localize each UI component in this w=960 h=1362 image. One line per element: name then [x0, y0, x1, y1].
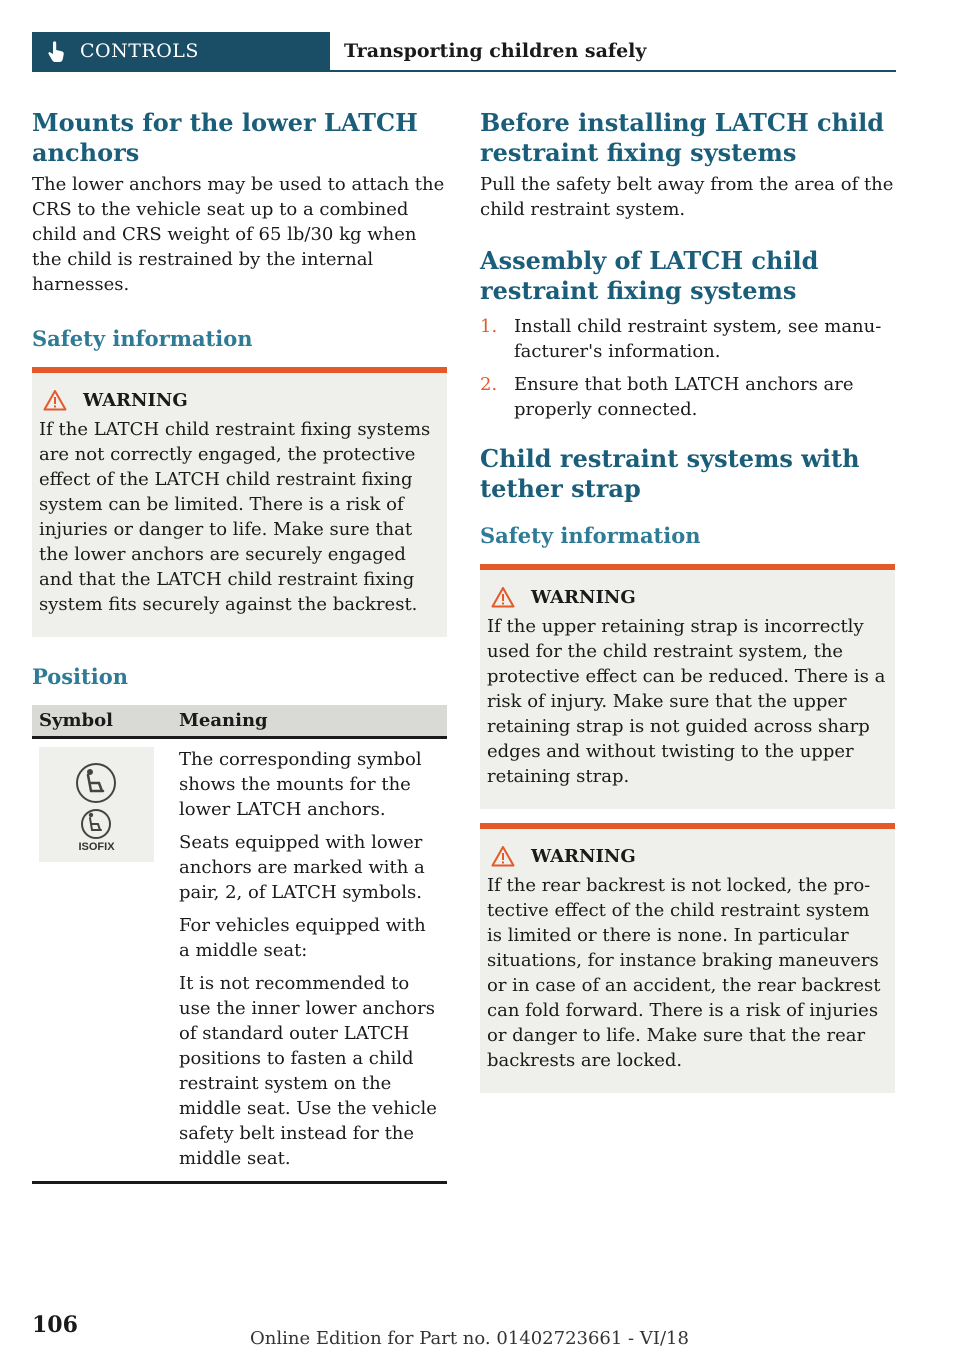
page-number: 106: [32, 1312, 78, 1338]
assembly-steps: [480, 314, 895, 422]
warning-triangle-icon: [43, 389, 67, 411]
heading-safety-info: Safety information: [480, 523, 701, 548]
list-item: [480, 372, 895, 422]
heading-tether-strap: Child restraint systems with tether strap: [480, 444, 860, 503]
step-text: Ensure that both LATCH anchors are properly connected.: [514, 374, 854, 420]
right-column: [480, 108, 895, 1125]
warning-text: If the rear backrest is not locked, the protective effect of the child restraint system is limited or there is none. In particular situations, for instance braking maneuvers or in case of an accident, the rear backrest can fold forward. There is a risk of injuries or danger to life. Make sure that the rear backrests are locked.: [487, 875, 881, 1071]
symbol-caption: ISOFIX: [78, 841, 115, 853]
list-item: [480, 314, 895, 364]
heading-safety-info: Safety information: [32, 326, 253, 351]
chapter-title: Transporting children safely: [344, 40, 647, 62]
warning-label: WARNING: [531, 586, 636, 608]
warning-triangle-icon: [491, 586, 515, 608]
paragraph-mounts: The lower anchors may be used to attach the CRS to the vehicle seat up to a combined child and CRS weight of 65 lb/30 kg when the child is restrained by the internal harnesses.: [32, 174, 445, 295]
column-header-meaning: Meaning: [172, 705, 447, 738]
heading-assembly: Assembly of LATCH child restraint fixing systems: [480, 246, 819, 305]
warning-label: WARNING: [531, 845, 636, 867]
warning-triangle-icon: [491, 845, 515, 867]
symbol-cell: [32, 738, 172, 1183]
meaning-cell: [172, 738, 447, 1183]
step-number: 1.: [480, 316, 498, 337]
meaning-line: Seats equipped with lower anchors are marked with a pair, 2, of LATCH symbols.: [179, 832, 425, 903]
table-header-row: [32, 705, 447, 738]
meaning-line: For vehicles equipped with a middle seat:: [179, 915, 426, 961]
warning-text: If the LATCH child restraint fixing systems are not correctly engaged, the protective effect of the LATCH child restraint fixing system can be limited. There is a risk of injuries or danger to life. Make sure that the lower anchors are securely engaged and that the LATCH child restraint fixing system fits securely against the backrest.: [39, 419, 431, 615]
warning-label: WARNING: [83, 389, 188, 411]
hand-pointer-icon: [46, 41, 66, 63]
symbol-image: [39, 747, 154, 862]
left-column: [32, 108, 447, 1184]
symbol-table: [32, 705, 447, 1184]
heading-mounts: Mounts for the lower LATCH anchors: [32, 108, 418, 167]
step-number: 2.: [480, 374, 498, 395]
heading-position: Position: [32, 664, 128, 689]
warning-box: [480, 564, 895, 809]
footer-edition: Online Edition for Part no. 01402723661 - VI/18: [250, 1328, 689, 1349]
warning-box: [480, 823, 895, 1093]
step-text: Install child restraint system, see manufacturer's information.: [514, 316, 882, 362]
meaning-line: It is not recommended to use the inner lower anchors of standard outer LATCH positions to fasten a child restraint system on the middle seat. Use the vehicle safety belt instead for the middle seat.: [179, 973, 437, 1169]
heading-before-installing: Before installing LATCH child restraint fixing systems: [480, 108, 885, 167]
column-header-symbol: Symbol: [32, 705, 172, 738]
warning-text: If the upper retaining strap is incorrectly used for the child restraint system, the protective effect can be reduced. There is a risk of injury. Make sure that the upper retaining strap is not guided across sharp edges and without twisting to the upper retaining strap.: [487, 616, 886, 787]
paragraph-before-installing: Pull the safety belt away from the area of the child restraint system.: [480, 174, 894, 220]
warning-box: [32, 367, 447, 637]
section-tab: [32, 32, 330, 70]
table-row: [32, 738, 447, 1183]
section-label: CONTROLS: [80, 40, 199, 62]
warning-header: [487, 586, 888, 608]
meaning-line: The corresponding symbol shows the mounts for the lower LATCH anchors.: [179, 749, 422, 820]
page-header: [32, 32, 896, 72]
warning-header: [39, 389, 440, 411]
warning-header: [487, 845, 888, 867]
